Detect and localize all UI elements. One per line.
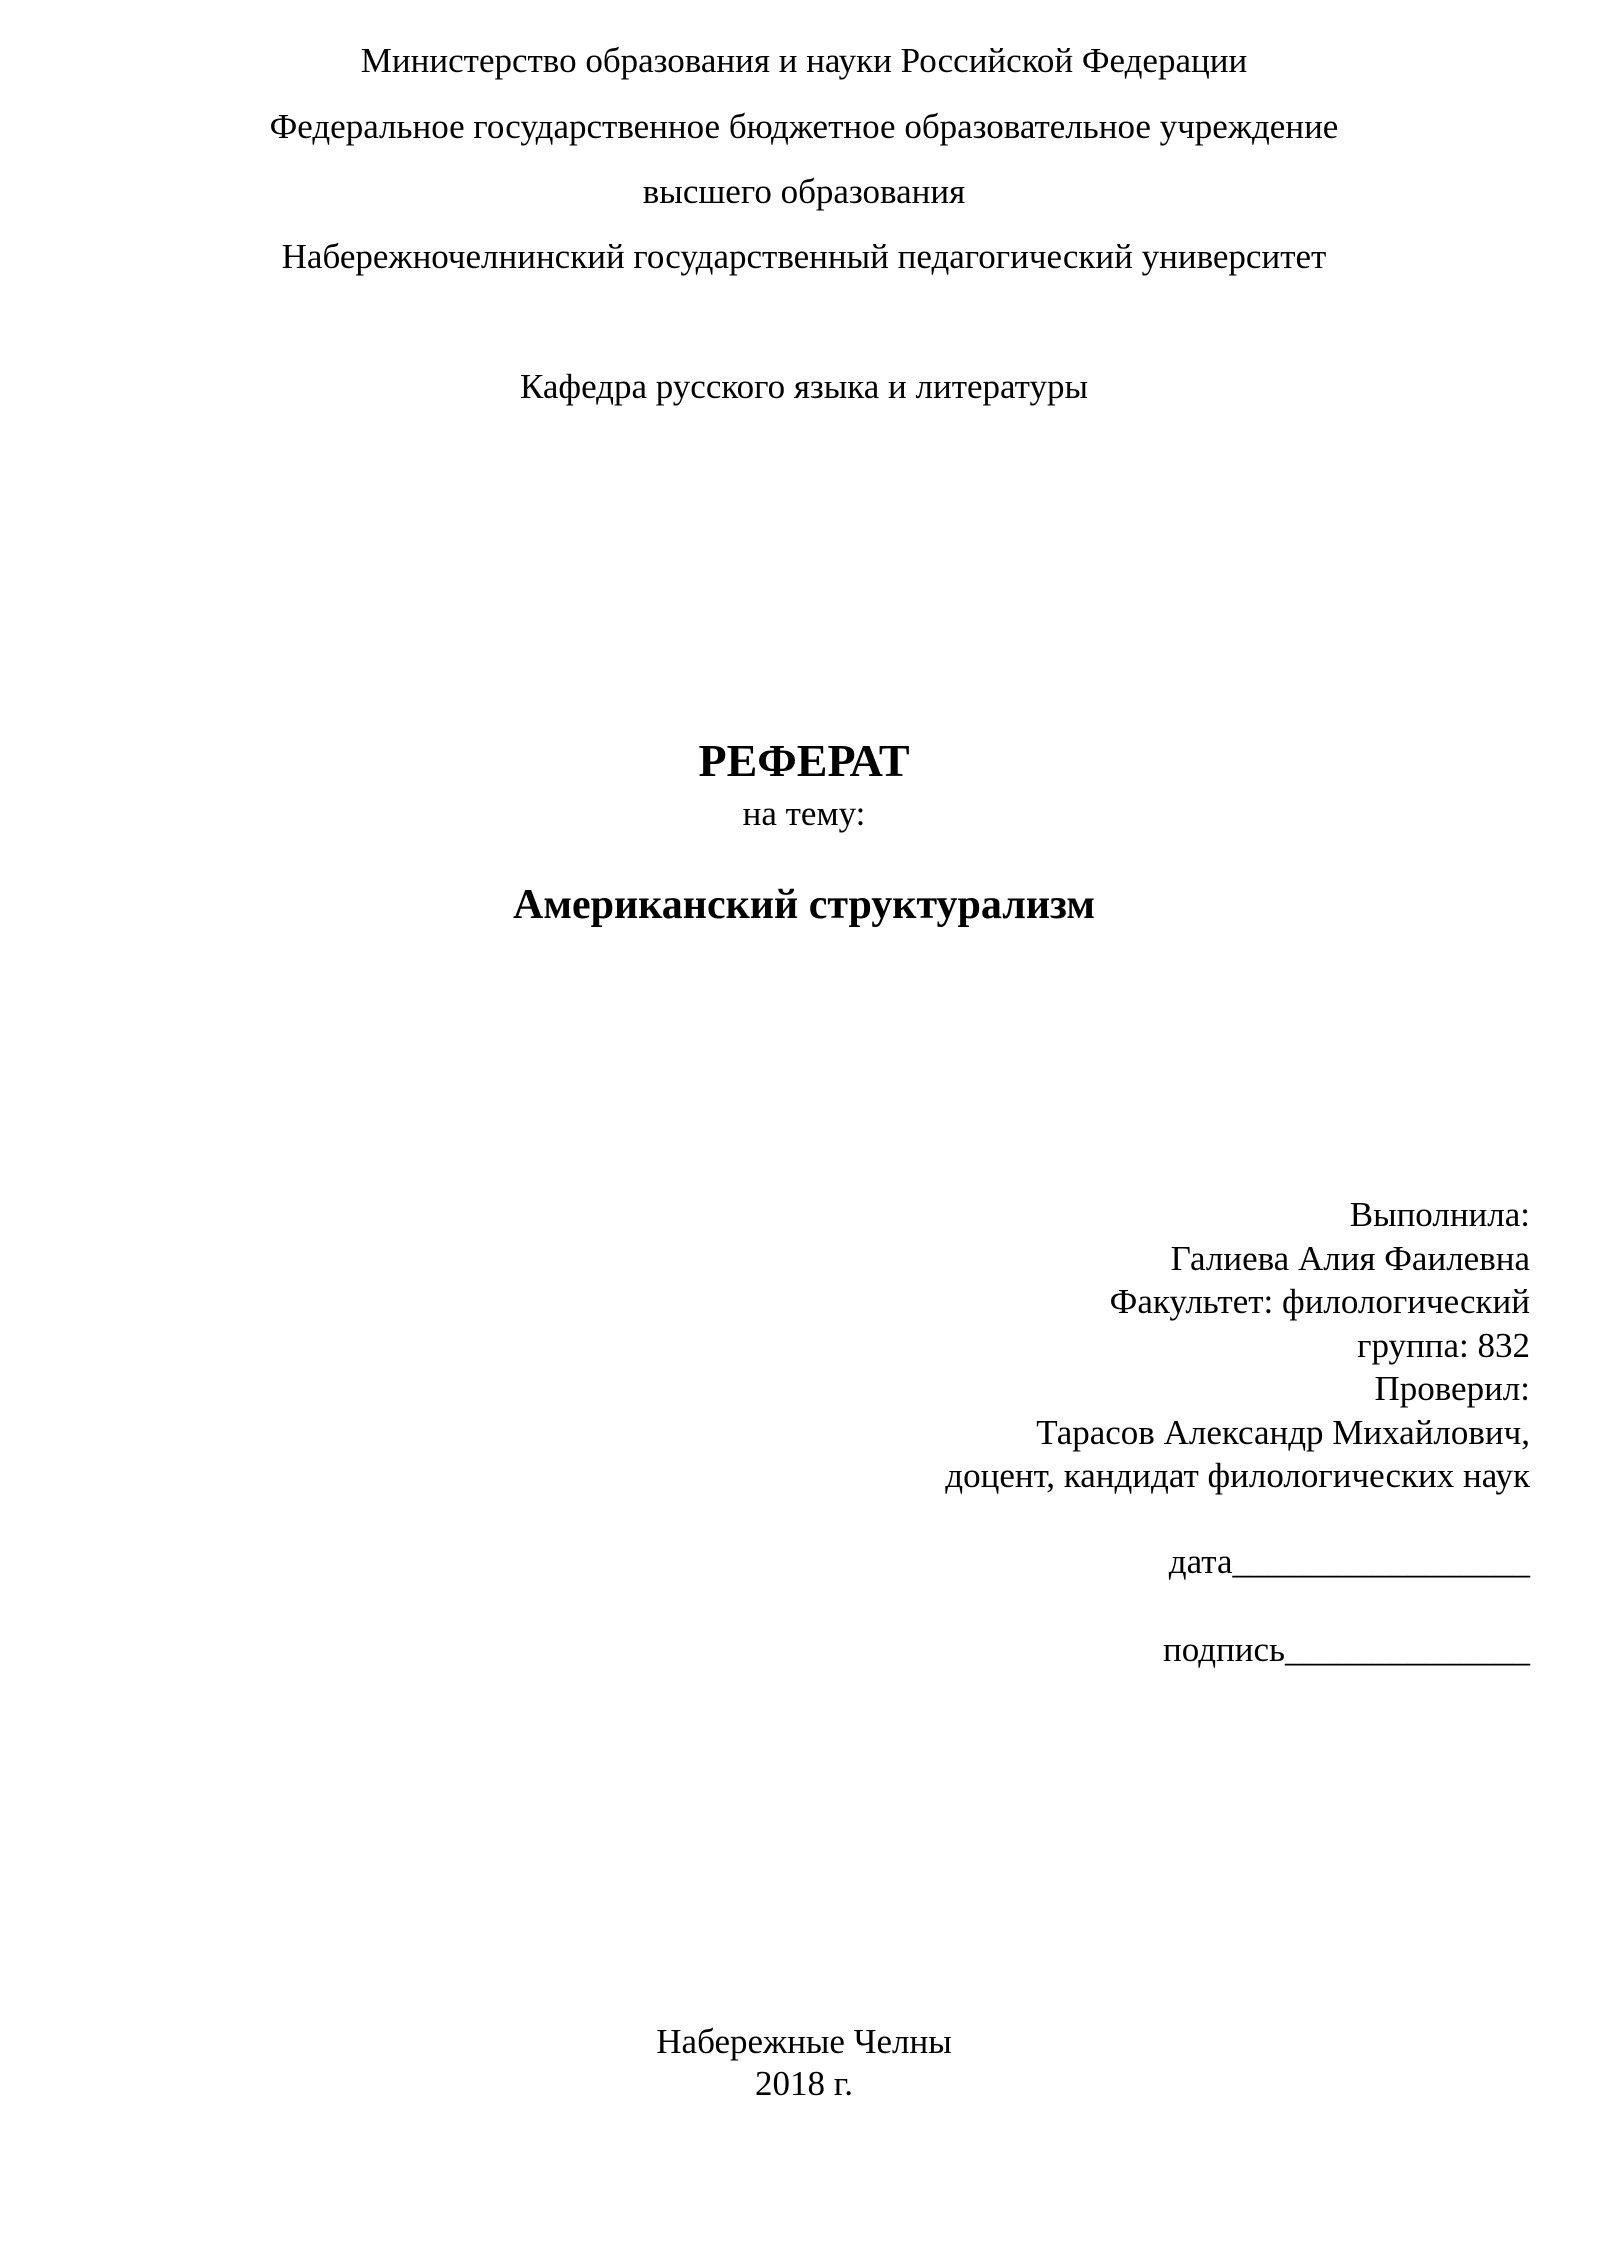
faculty-line: Факультет: филологический (1109, 1282, 1530, 1321)
document-type-title: РЕФЕРАТ (698, 735, 910, 786)
ministry-line: Министерство образования и науки Российской Федерации (360, 41, 1248, 80)
education-level-line: высшего образования (642, 172, 966, 211)
university-line: Набережночелнинский государственный педагогический университет (281, 237, 1327, 276)
topic-subtitle: на тему: (742, 794, 866, 833)
teacher-name: Тарасов Александр Михайлович, (1036, 1413, 1530, 1452)
group-line: группа: 832 (1357, 1326, 1530, 1365)
signature-field-line: подпись______________ (1163, 1630, 1530, 1669)
year-line: 2018 г. (755, 2064, 853, 2103)
department-line: Кафедра русского языка и литературы (519, 367, 1088, 406)
performed-label: Выполнила: (1349, 1195, 1530, 1234)
date-field-line: дата_________________ (1168, 1542, 1530, 1581)
city-line: Набережные Челны (656, 2022, 952, 2061)
topic-title: Американский структурализм (513, 882, 1095, 928)
institution-type-line: Федеральное государственное бюджетное образовательное учреждение (269, 107, 1339, 146)
teacher-title: доцент, кандидат филологических наук (945, 1456, 1530, 1495)
checked-label: Проверил: (1374, 1369, 1530, 1408)
student-name: Галиева Алия Фаилевна (1170, 1239, 1530, 1278)
